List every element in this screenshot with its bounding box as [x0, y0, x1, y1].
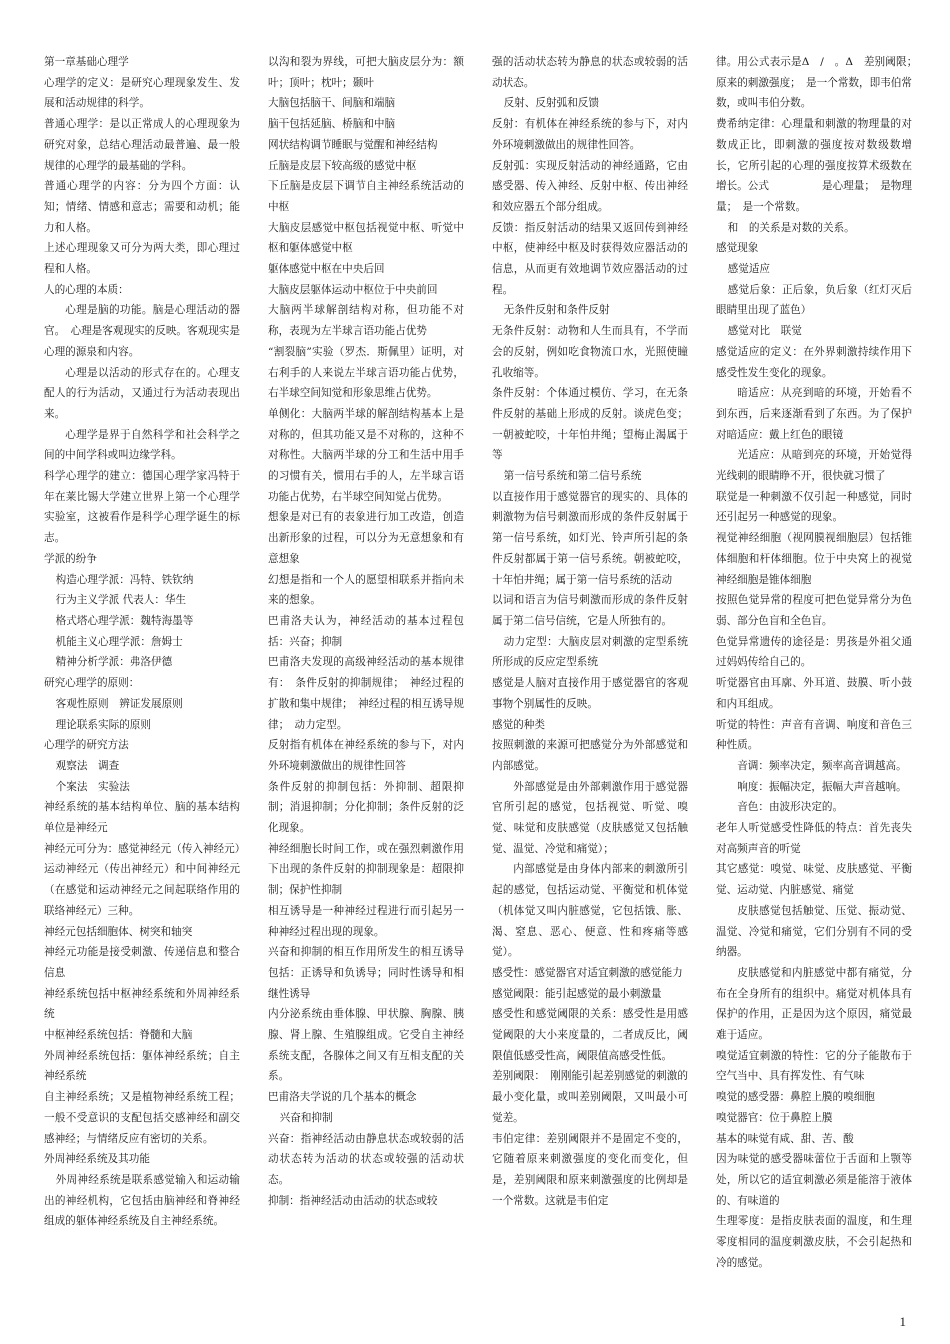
paragraph: 条件反射的抑制包括：外抑制、超限抑制；消退抑制；分化抑制；条件反射的泛化现象。: [268, 780, 464, 835]
paragraph: 感受性和感觉阈限的关系：感受性是用感觉阈限的大小来度量的，二者成反比，阈限值低感受性高，阈限值高感受性低。: [492, 1008, 688, 1062]
paragraph: “割裂脑”实验（罗杰．斯佩里）证明，对右利手的人来说左半球言语功能占优势，右半球空间知觉和形象思维占优势。: [268, 345, 464, 400]
paragraph: 大脑两半球解剖结构对称，但功能不对称，表现为左半球言语功能占优势: [268, 304, 464, 338]
paragraph: 大脑皮层感觉中枢包括视觉中枢、听觉中枢和躯体感觉中枢: [268, 221, 464, 255]
page-number: 1: [899, 1314, 906, 1329]
paragraph: 条件反射：个体通过模仿、学习，在无条件反射的基础上形成的反射。谈虎色变；一朝被蛇咬，十年怕井绳；望梅止渴属于等: [492, 387, 688, 462]
paragraph: 巴甫洛夫认为，神经活动的基本过程包括：兴奋；抑制: [268, 614, 464, 648]
paragraph: 色觉异常遗传的途径是：男孩是外祖父通过妈妈传给自己的。: [716, 635, 912, 669]
paragraph: 老年人听觉感受性降低的特点：首先丧失对高频声音的听觉: [716, 822, 912, 855]
paragraph: 客观性原则 辨证发展原则: [55, 697, 183, 710]
paragraph: 视觉神经细胞（视网膜视细胞层）包括锥体细胞和杆体细胞。位于中央窝上的视觉神经细胞是锥体细胞: [716, 532, 912, 586]
paragraph: 感觉阈限：能引起感觉的最小刺激量: [492, 987, 662, 1000]
paragraph: 个案法 实验法: [55, 780, 130, 793]
paragraph: 下丘脑是皮层下调节自主神经系统活动的中枢: [268, 180, 464, 213]
paragraph: 韦伯定律：差别阈限并不是固定不变的，它随着原来刺激强度的变化而变化，但是，差别阈限和原来刺激强度的比例却是一个常数。这就是韦伯定: [492, 1132, 688, 1207]
paragraph: 音色：由波形决定的。: [737, 801, 844, 814]
paragraph: 反射：有机体在神经系统的参与下，对内外环境刺激做出的规律性回答。: [492, 118, 688, 151]
paragraph: 律。用公式表示是Δ / 。Δ 差别阈限； 原来的刺激强度； 是一个常数，即韦伯常数，或叫韦伯分数。: [716, 56, 923, 110]
paragraph: 科学心理学的建立：德国心理学家冯特于 年在莱比锡大学建立世界上第一个心理学实验室，这被看作是科学心理学诞生的标志。: [44, 470, 262, 545]
paragraph: 反射弧：实现反射活动的神经通路，它由感受器、传入神经、反射中枢、传出神经和效应器五个部分组成。: [492, 159, 688, 213]
paragraph: 神经细胞长时间工作，或在强烈刺激作用下出现的条件反射的抑制现象是：超限抑制；保护性抑制: [268, 842, 464, 897]
paragraph: 嗅觉适宜刺激的特性：它的分子能散布于空气当中、具有挥发性、有气味: [716, 1049, 912, 1083]
paragraph: 联觉是一种刺激不仅引起一种感觉，同时还引起另一种感觉的现象。: [716, 490, 912, 524]
paragraph: 自主神经系统；又是植物神经系统工程；一般不受意识的支配包括交感神经和副交感神经；与情绪反应有密切的关系。: [44, 1091, 240, 1145]
paragraph: 感觉的种类: [492, 718, 545, 731]
paragraph: 音调：频率决定，频率高音调越高。: [737, 759, 907, 772]
paragraph: 心理是脑的功能。脑是心理活动的器官。 心理是客观现实的反映。客观现实是心理的源泉和内容。: [44, 304, 240, 358]
paragraph: 反馈：指反射活动的结果又返回传到神经中枢，使神经中枢及时获得效应器活动的信息，从而更有效地调节效应器活动的过程。: [492, 221, 688, 296]
column-3: [492, 52, 688, 1302]
paragraph: 以直接作用于感觉器官的现实的、具体的刺激物为信号刺激而形成的条件反射属于第一信号系统，如灯光、铃声所引起的条件反射都属于第一信号系统。朝被蛇咬，十年怕井绳；属于第一信号系统的活动: [492, 490, 688, 586]
paragraph: 皮肤感觉包括触觉、压觉、振动觉、温觉、冷觉和痛觉，它们分别有不同的受纳器。: [716, 904, 912, 959]
paragraph: 外部感觉是由外部刺激作用于感觉器官所引起的感觉，包括视觉、听觉、嗅觉、味觉和皮肤感觉（皮肤感觉又包括触觉、温觉、冷觉和痛觉）；: [492, 780, 688, 855]
paragraph: 上述心理现象又可分为两大类，即心理过程和人格。: [44, 242, 240, 276]
paragraph: 嗅觉器官：位于鼻腔上膜: [716, 1111, 833, 1124]
paragraph: 和 的关系是对数的关系。: [727, 221, 855, 234]
paragraph: 费希纳定律：心理量和刺激的物理量的对数成正比，即刺激的强度按对数级数增长，它所引起的心理的强度按算术级数在增长。公式 是心理量； 是物理量； 是一个常数。: [716, 118, 912, 213]
paragraph: 脑干包括延脑、桥脑和中脑: [268, 118, 396, 131]
paragraph: 人的心理的本质：: [44, 283, 129, 296]
paragraph: 单侧化：大脑两半球的解剖结构基本上是对称的，但其功能又是不对称的，这种不对称性。大脑两半球的分工和生活中用手的习惯有关，惯用右手的人，左半球言语功能占优势，右半球空间知觉占优势。: [268, 407, 464, 503]
paragraph: 理论联系实际的原则: [55, 718, 151, 731]
paragraph: 学派的纷争: [44, 552, 97, 565]
paragraph: 光适应：从暗到亮的环境，开始觉得光线刺的眼睛睁不开，很快就习惯了: [716, 449, 912, 483]
paragraph: 无条件反射和条件反射: [503, 304, 610, 317]
paragraph: 生理零度：是指皮肤表面的温度，和生理零度相同的温度刺激皮肤，不会引起热和冷的感觉。: [716, 1215, 912, 1269]
paragraph: 感受性：感觉器官对适宜刺激的感觉能力: [492, 966, 683, 979]
paragraph: 巴甫洛夫学说的几个基本的概念: [268, 1091, 417, 1104]
paragraph: 以词和语言为信号刺激而形成的条件反射属于第二信号信统，它是人所独有的。: [492, 594, 688, 627]
paragraph: 丘脑是皮层下较高级的感觉中枢: [268, 159, 417, 172]
paragraph: 内部感觉是由身体内部来的刺激所引起的感觉，包括运动觉、平衡觉和机体觉（机体觉又叫内脏感觉，它包括饿、胀、渴、窒息、恶心、便意、性和疼痛等感觉）。: [492, 863, 688, 959]
paragraph: 神经元包括细胞体、树突和轴突: [44, 925, 193, 938]
paragraph: 反射指有机体在神经系统的参与下，对内外环境刺激做出的规律性回答: [268, 739, 464, 772]
paragraph: 外周神经系统及其功能: [44, 1153, 150, 1166]
paragraph: 精神分析学派：弗洛伊德: [55, 656, 173, 669]
paragraph: 内分泌系统由垂体腺、甲状腺、胸腺、胰腺、肾上腺、生殖腺组成。它受自主神经系统支配，各腺体之间又有互相支配的关系。: [268, 1008, 464, 1083]
paragraph: 行为主义学派 代表人：华生: [55, 594, 187, 607]
paragraph: 巴甫洛夫发现的高级神经活动的基本规律有： 条件反射的抑制规律； 神经过程的扩散和集中规律； 神经过程的相互诱导规律； 动力定型。: [268, 656, 464, 731]
paragraph: 躯体感觉中枢在中央后回: [268, 263, 385, 276]
paragraph: 因为味觉的感受器味蕾位于舌面和上颚等处，所以它的适宜刺激必须是能溶于液体的、有味道的: [716, 1153, 912, 1207]
paragraph: 第一章基础心理学: [44, 56, 129, 68]
paragraph: 幻想是指和一个人的愿望相联系并指向未来的想象。: [268, 573, 464, 607]
paragraph: 嗅觉的感受器：鼻腔上膜的嗅细胞: [716, 1091, 875, 1104]
paragraph: 中枢神经系统包括：脊髓和大脑: [44, 1029, 193, 1042]
paragraph: 想象是对已有的表象进行加工改造，创造出新形象的过程，可以分为无意想象和有意想象: [268, 511, 464, 565]
paragraph: 无条件反射：动物和人生而具有，不学而会的反射，例如吃食物流口水，光照使瞳孔收缩等。: [492, 325, 688, 379]
paragraph: 神经系统的基本结构单位、脑的基本结构单位是神经元: [44, 801, 240, 835]
paragraph: 差别阈限： 刚刚能引起差别感觉的刺激的最小变化量，或叫差别阈限，又叫最小可觉差。: [492, 1070, 688, 1124]
column-2: [268, 52, 464, 1302]
paragraph: 响度：振幅决定，振幅大声音越响。: [737, 780, 907, 793]
paragraph: 兴奋：指神经活动由静息状态或较弱的活动状态转为活动的状态或较强的活动状态。: [268, 1132, 464, 1186]
paragraph: 动力定型：大脑皮层对刺激的定型系统所形成的反应定型系统: [492, 635, 688, 669]
column-4: [716, 52, 923, 1302]
paragraph: 研究心理学的原则：: [44, 677, 140, 690]
paragraph: 感觉适应: [727, 263, 771, 276]
paragraph: 强的活动状态转为静息的状态或较弱的活动状态。: [492, 56, 688, 89]
paragraph: 感觉适应的定义：在外界刺激持续作用下感受性发生变化的现象。: [716, 345, 912, 379]
paragraph: 兴奋和抑制: [279, 1111, 333, 1124]
paragraph: 感觉现象: [716, 242, 759, 255]
paragraph: 皮肤感觉和内脏感觉中都有痛觉，分布在全身所有的组织中。痛觉对机体具有保护的作用，正是因为这个原因，痛觉最难于适应。: [716, 966, 912, 1042]
paragraph: 观察法 调查: [55, 759, 120, 772]
paragraph: 抑制：指神经活动由活动的状态或较: [268, 1194, 438, 1207]
paragraph: 网状结构调节睡眠与觉醒和神经结构: [268, 138, 438, 151]
paragraph: 构造心理学派：冯特、铁钦纳: [55, 573, 194, 586]
paragraph: 大脑包括脑干、间脑和端脑: [268, 97, 396, 110]
paragraph: 按照色觉异常的程度可把色觉异常分为色弱、部分色盲和全色盲。: [716, 594, 912, 627]
paragraph: 兴奋和抑制的相互作用所发生的相互诱导包括：正诱导和负诱导；同时性诱导和相继性诱导: [268, 946, 464, 1000]
paragraph: 听觉器官由耳廓、外耳道、鼓膜、听小鼓和内耳组成。: [716, 677, 912, 710]
paragraph: 感觉是人脑对直接作用于感觉器官的客观事物个别属性的反映。: [492, 677, 688, 710]
paragraph: 听觉的特性：声音有音调、响度和音色三种性质。: [716, 718, 912, 752]
column-1: [44, 52, 262, 1302]
paragraph: 其它感觉：嗅觉、味觉、皮肤感觉、平衡觉、运动觉、内脏感觉、痛觉: [716, 863, 912, 897]
paragraph: 神经系统包括中枢神经系统和外周神经系统: [44, 987, 240, 1021]
paragraph: 第一信号系统和第二信号系统: [503, 470, 642, 483]
paragraph: 外周神经系统是联系感觉输入和运动输出的神经机构，它包括由脑神经和脊神经组成的躯体神经系统及自主神经系统。: [44, 1173, 240, 1228]
paragraph: 机能主义心理学派：詹姆士: [55, 635, 183, 648]
paragraph: 神经元可分为：感觉神经元（传入神经元）运动神经元（传出神经元）和中间神经元（在感觉和运动神经元之间起联络作用的联络神经元）三种。: [44, 842, 240, 917]
paragraph: 普通心理学：是以正常成人的心理现象为研究对象，总结心理活动最普遍、最一般规律的心理学的最基础的学科。: [44, 118, 240, 172]
paragraph: 心理学的研究方法: [44, 739, 129, 752]
paragraph: 大脑皮层躯体运动中枢位于中央前回: [268, 283, 438, 296]
paragraph: 心理学是界于自然科学和社会科学之间的中间学科或叫边缘学科。: [44, 428, 240, 462]
paragraph: 神经元功能是接受刺激、传递信息和整合信息: [44, 946, 240, 979]
paragraph: 暗适应：从亮到暗的环境，开始看不到东西，后来逐渐看到了东西。为了保护对暗适应：戴上红色的眼镜: [716, 387, 912, 441]
paragraph: 基本的味觉有咸、甜、苦、酸: [716, 1132, 854, 1145]
paragraph: 外周神经系统包括：躯体神经系统；自主神经系统: [44, 1049, 240, 1083]
paragraph: 以沟和裂为界线，可把大脑皮层分为：额叶；顶叶；枕叶；颞叶: [268, 56, 464, 89]
paragraph: 格式塔心理学派：魏特海墨等: [55, 614, 194, 627]
paragraph: 相互诱导是一种神经过程进行而引起另一种神经过程出现的现象。: [268, 904, 464, 938]
paragraph: 感觉对比 联觉: [727, 325, 802, 338]
paragraph: 心理是以活动的形式存在的。心理支配人的行为活动，又通过行为活动表现出来。: [44, 366, 240, 420]
text-columns: [44, 52, 923, 1302]
paragraph: 按照刺激的来源可把感觉分为外部感觉和内部感觉。: [492, 739, 688, 772]
paragraph: 普通心理学的内容：分为四个方面：认知；情绪、情感和意志；需要和动机；能力和人格。: [44, 180, 240, 234]
paragraph: 心理学的定义：是研究心理现象发生、发展和活动规律的科学。: [44, 76, 240, 110]
paragraph: 反射、反射弧和反馈: [503, 97, 599, 110]
paragraph: 感觉后象：正后象，负后象（红灯灭后眼睛里出现了蓝色）: [716, 283, 912, 317]
